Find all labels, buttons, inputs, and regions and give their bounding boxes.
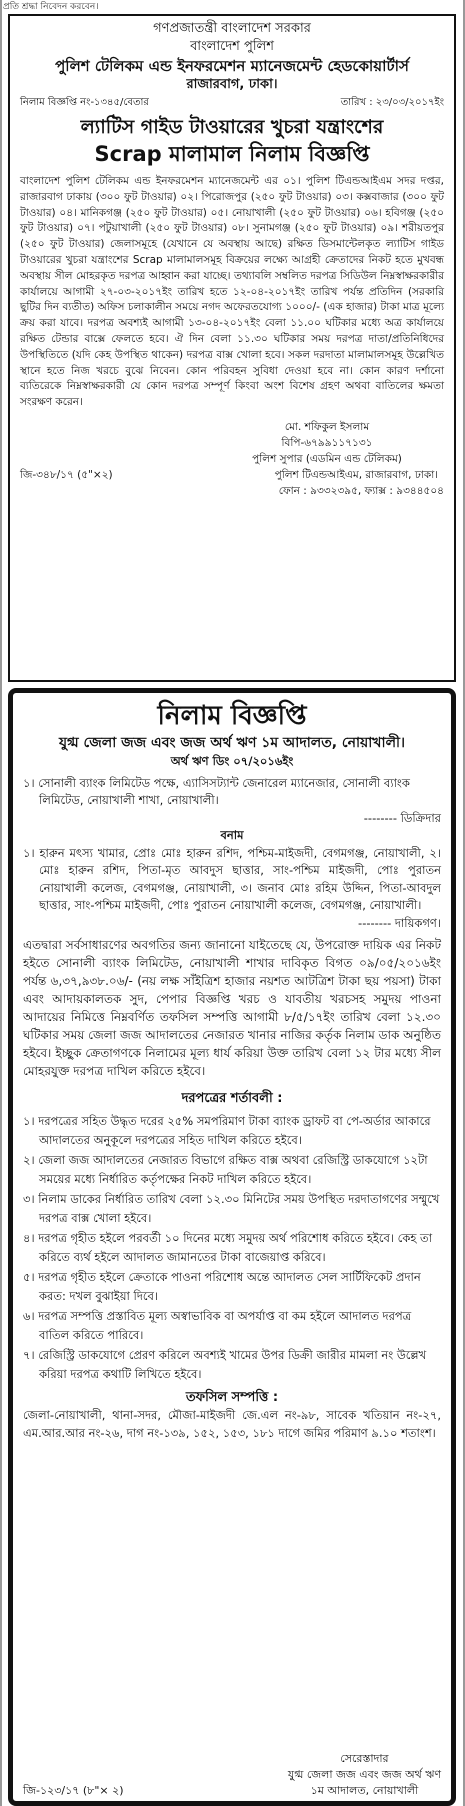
- government-name: গণপ্রজাতন্ত্রী বাংলাদেশ সরকার: [153, 21, 311, 36]
- top-clipped-text: প্রতি শ্রদ্ধা নিবেদন করবেন।: [3, 2, 99, 12]
- plaintiff: ১। সোনালী ব্যাংক লিমিটেড পক্ষে, এ্যাসিসট্যান্ট জেনারেল ম্যানেজার, সোনালী ব্যাংক লিমিটেড, নোয়াখালী শাখা, নোয়াখালী।: [23, 775, 410, 807]
- signatory-title: সেরেস্তাদার: [340, 1752, 389, 1765]
- hq-name: পুলিশ টেলিকম এন্ড ইনফরমেশন ম্যানেজমেন্ট হেডকোয়ার্টার্স: [55, 57, 409, 75]
- case-number: অর্থ ঋণ ডিং ০৭/২০১৬ইং: [170, 754, 294, 768]
- court-notice-footer: [23, 1751, 441, 1799]
- condition-item: ৬। দরপত্র সম্পত্তি প্রস্তাবিত মূল্য অস্বাভাবিক বা অপর্যাপ্ত বা কম হইলে আদালত দরপত্র বাতিল করিতে পারিবে।: [23, 1309, 412, 1342]
- memo-number: নিলাম বিজ্ঞপ্তি নং-১৩৪৫/বেতার: [20, 97, 149, 108]
- notice-title-line2: Scrap মালামাল নিলাম বিজ্ঞপ্তি: [94, 142, 370, 166]
- notice-footer: [20, 467, 444, 483]
- defendants-tag: -------- দায়িকগণ।: [358, 915, 441, 930]
- contact-phone: ফোন : ৯৩৩২৩৯৫, ফ্যাক্স : ৯৩৪৪৫০৪: [278, 484, 444, 497]
- signatory-office: পুলিশ টিএন্ডআইএম, রাজারবাগ, ঢাকা।: [274, 468, 438, 481]
- plaintiff-tag: -------- ডিক্রিদার: [363, 810, 441, 825]
- police-auction-notice: [8, 14, 456, 682]
- auction-notice-body: এতদ্বারা সর্বসাধারণের অবগতির জন্য জানানো যাইতেছে যে, উপরোক্ত দায়িক এর নিকট হইতে সোনালী ব্যাংক লিমিটেড, নোয়াখালী শাখার দাবিকৃত বিগত ০৯/০৫/২০১৬ইং পর্যন্ত ৬,৩৭,৯৩৮.০৬/- (নয় লক্ষ সাঁইত্রিশ হাজার নয়শত আটত্রিশ টাকা ছয় পয়সা) টাকা এবং আদায়কালতক সুদ, পেপার বিজ্ঞপ্তি খরচ ও যাবতীয় খরচসহ সমুদয় পাওনা আদায়ের নিমিত্তে নিম্নবর্ণিত তফসিল সম্পত্তি আগামী ৮/৫/১৭ইং তারিখ বেলা ১২.৩০ ঘটিকার সময় জেলা জজ আদালতের নেজারত খানার নাজির কর্তৃক নিলাম ডাক অনুষ্ঠিত হইবে। ইচ্ছুক ক্রেতাগণকে নিলামের মূল্য ধার্য করিয়া উক্ত তারিখ বেলা ১২ টার মধ্যে সীল মোহরযুক্ত দরপত্র দাখিল করিতে হইবে।: [23, 938, 441, 1078]
- condition-item: ৩। নিলাম ডাকের নির্ধারিত তারিখ বেলা ১২.৩০ মিনিটের সময় উপস্থিত দরদাতাগণের সম্মুখে দরপত্র বাক্স খোলা হইবে।: [23, 1192, 440, 1225]
- ad-code: জি-১২৩/১৭ (৮"× ২): [23, 1784, 124, 1797]
- notice-date: তারিখ : ২৩/০৩/২০১৭ইং: [340, 97, 444, 108]
- condition-item: ৭। রেজিস্ট্রি ডাকযোগে প্রেরণ করিলে অবশ্যই খামের উপর ডিক্রী জারীর মামলা নং উল্লেখ করিয়া দরপত্র কথাটি লিখিতে হইবে।: [23, 1348, 427, 1381]
- notice-body: বাংলাদেশ পুলিশ টেলিকম এন্ড ইনফরমেশন ম্যানেজমেন্ট এর ০১। পুলিশ টিএন্ডআইএম সদর দপ্তর, রাজারবাগ ঢাকায় (৩০০ ফুট টাওয়ার) ০২। পিরোজপুর (২৫০ ফুট টাওয়ার) ০৩। কক্সবাজার (৩০০ ফুট টাওয়ার) ০৪। মানিকগঞ্জ (২৫০ ফুট টাওয়ার) ০৫। নোয়াখালী (২৫০ ফুট টাওয়ার) ০৬। হবিগঞ্জ (২৫০ ফুট টাওয়ার) ০৭। পটুয়াখালী (২৫০ ফুট টাওয়ার) ০৮। সুনামগঞ্জ (২৫০ ফুট টাওয়ার) ০৯। শরীয়তপুর (২৫০ ফুট টাওয়ার) জেলাসমূহে (যেখানে যে অবস্থায় আছে) রক্ষিত ডিসমান্টেলকৃত ল্যাটিস গাইড টাওয়ারের খুচরা যন্ত্রাংশের Scrap মালামালসমূহ বিক্রয়ের লক্ষ্যে আগ্রহী ক্রেতাদের নিকট হতে মুখবন্ধ অবস্থায় সীল মোহরকৃত দরপত্র আহ্বান করা যাচ্ছে। তথ্যাবলি সম্বলিত দরপত্র সিডিউল নিম্নস্বাক্ষরকারীর কার্যালয়ে আগামী ২৭-০৩-২০১৭ইং তারিখ হতে ১২-০৪-২০১৭ইং তারিখ পর্যন্ত প্রতিদিন (সরকারি ছুটির দিন ব্যতীত) অফিস চলাকালীন সময়ে নগদ অফেরতযোগ্য ১০০০/- (এক হাজার) টাকা মাত্র মূল্যে ক্রয় করা যাবে। দরপত্র অবশ্যই আগামী ১৩-০৪-২০১৭ইং বেলা ১১.০০ ঘটিকার মধ্যে অত্র কার্যালয়ে রক্ষিত টেন্ডার বাক্সে ফেলতে হবে। ঐ দিন বেলা ১১.৩০ ঘটিকার সময় দরপত্র দাতা/প্রতিনিধিদের উপস্থিতিতে (যদি কেহ উপস্থিত থাকেন) দরপত্র বাক্স খোলা হবে। সকল দরদাতা মালামালসমূহ উল্লেখিত স্থানে হতে নিজ খরচে বুঝে নিবেন। কোন পরিবহন সুবিধা দেওয়া হবে না। কোন কারণ দর্শানো ব্যতিরেকে নিম্নস্বাক্ষরকারী যে কোন দরপত্র সম্পূর্ণ কিংবা অংশ বিশেষ গ্রহণ অথবা বাতিলের ক্ষমতা সংরক্ষণ করেন।: [20, 175, 444, 409]
- police-name: বাংলাদেশ পুলিশ: [190, 39, 274, 54]
- condition-item: ২। জেলা জজ আদালতের নেজারত বিভাগে রক্ষিত বাক্স অথবা রেজিস্ট্রি ডাকযোগে ১২টা সময়ের মধ্যে নির্ধারিত কর্তৃপক্ষের নিকট দাখিল করিতে হইবে।: [23, 1153, 428, 1186]
- signature-block: [210, 419, 444, 467]
- signatory-id: বিপি-৬৭৯৯১১৭১৩১: [281, 436, 373, 449]
- signatory-court-line1: যুগ্ম জেলা জজ এবং জজ অর্থ ঋণ: [287, 1768, 441, 1781]
- conditions-list: [23, 1112, 441, 1383]
- condition-item: ১। দরপত্রের সহিত উদ্ধৃত দরের ২৫% সমপরিমাণ টাকা ব্যাংক ড্রাফট বা পে-অর্ডার আকারে আদালতের অনুকূলে দরপত্রের সহিত দাখিল করিতে হইবে।: [23, 1114, 431, 1147]
- signatory-name: মো. শফিকুল ইসলাম: [284, 420, 370, 433]
- notice-title-line1: ল্যাটিস গাইড টাওয়ারের খুচরা যন্ত্রাংশের: [80, 116, 384, 138]
- ad-code: জি-৩৪৮/১৭ (৫"×২): [20, 468, 113, 481]
- condition-item: ৪। দরপত্র গৃহীত হইলে পরবর্তী ১০ দিনের মধ্যে সমুদয় অর্থ পরিশোধ করিতে হইবে। কেহ তা করিতে ব্যর্থ হইলে আদালত জামানতের টাকা বাজেয়াপ্ত করিবে।: [23, 1231, 433, 1264]
- court-name: যুগ্ম জেলা জজ এবং জজ অর্থ ঋণ ১ম আদালত, নোয়াখালী।: [58, 735, 406, 751]
- signatory-court-line2: ১ম আদালত, নোয়াখালী: [310, 1784, 419, 1797]
- notice-ref-row: [20, 96, 444, 110]
- signatory-post: পুলিশ সুপার (এডমিন এন্ড টেলিকম): [252, 452, 402, 465]
- versus-label: বনাম: [220, 828, 244, 842]
- schedule-title: তফসিল সম্পত্তি :: [185, 1390, 279, 1405]
- condition-item: ৫। দরপত্র গৃহীত হইলে ক্রেতাকে পাওনা পরিশোধ অন্তে আদালত সেল সার্টিফিকেট প্রদান করত: দখল বুঝাইয়া দিবে।: [23, 1270, 421, 1303]
- auction-title: নিলাম বিজ্ঞপ্তি: [157, 701, 307, 731]
- hq-place: রাজারবাগ, ঢাকা।: [186, 77, 278, 92]
- conditions-title: দরপত্রের শর্তাবলী :: [181, 1091, 283, 1106]
- court-signature: [288, 1751, 441, 1799]
- page-edge-left: [0, 0, 2, 1806]
- defendants: ১। হারুন মৎস্য খামার, প্রোঃ মোঃ হারুন রশিদ, পশ্চিম-মাইজদী, বেগমগঞ্জ, নোয়াখালী, ২। মোঃ হারুন রশিদ, পিতা-মৃত আবদুস ছাত্তার, সাং-পশ্চিম মাইজদী, পোঃ পুরাতন নোয়াখালী কলেজ, বেগমগঞ্জ, নোয়াখালী, ৩। জনাব মোঃ রহিম উদ্দিন, পিতা-আবদুল ছাত্তার, সাং-পশ্চিম মাইজদী, পোঃ পুরাতন নোয়াখালী কলেজ, বেগমগঞ্জ, নোয়াখালী।: [23, 845, 441, 912]
- court-auction-notice: [8, 688, 456, 1806]
- schedule-details: জেলা-নোয়াখালী, থানা-সদর, মৌজা-মাইজদী জে.এল নং-৯৮, সাবেক খতিয়ান নং-২৭, এম.আর.আর নং-২৬, দাগ নং-১৩৯, ১৫২, ১৫৩, ১৮১ দাগে জমির পরিমাণ ৯.১০ শতাংশ।: [23, 1408, 441, 1440]
